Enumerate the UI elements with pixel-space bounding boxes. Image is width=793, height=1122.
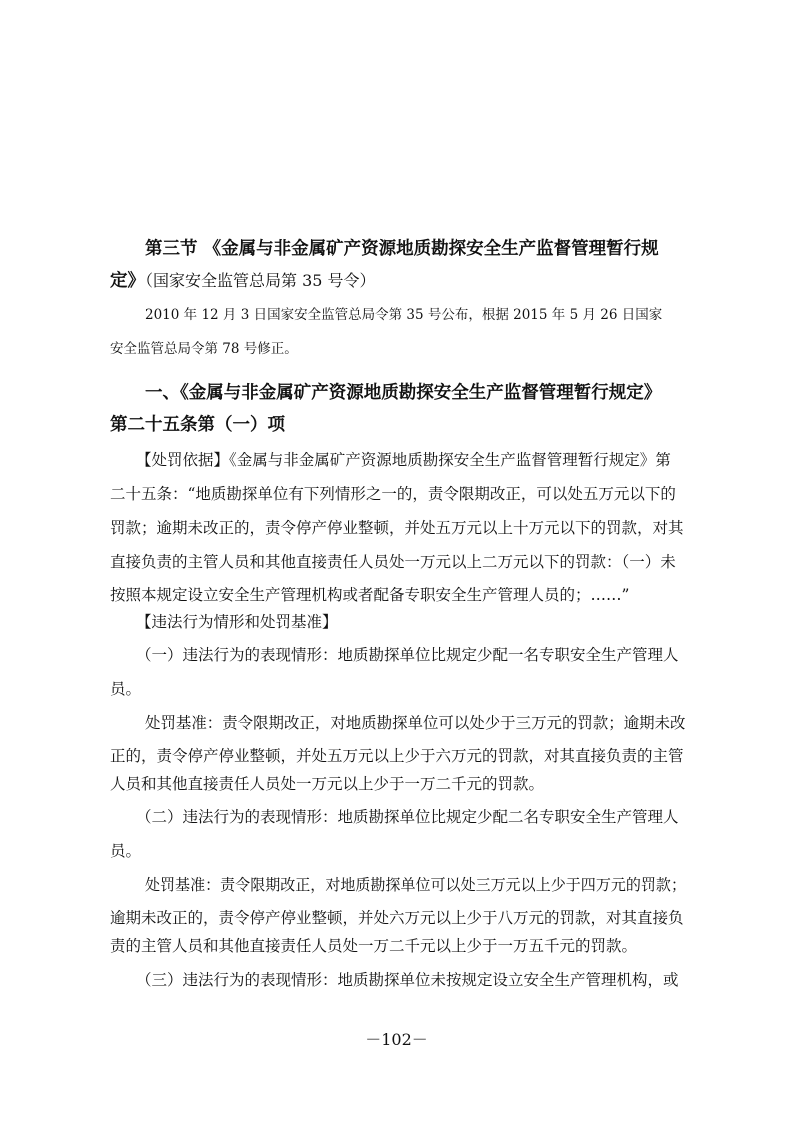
case1-penalty-line2: 正的，责令停产停业整顿，并处五万元以上少于六万元的罚款，对其直接负责的主管 — [110, 747, 684, 765]
basis-line3: 罚款；逾期未改正的，责令停产停业整顿，并处五万元以上十万元以下的罚款，对其 — [110, 519, 684, 537]
criteria-heading: 【违法行为情形和处罚基准】 — [136, 613, 338, 631]
case2-desc-line2: 员。 — [110, 842, 142, 860]
case1-desc-line1: （一）违法行为的表现情形：地质勘探单位比规定少配一名专职安全生产管理人 — [136, 646, 679, 664]
case1-penalty-line1: 处罚基准：责令限期改正，对地质勘探单位可以处少于三万元的罚款；逾期未改 — [145, 714, 686, 732]
case2-penalty-line2: 逾期未改正的，责令停产停业整顿，并处六万元以上少于八万元的罚款，对其直接负 — [110, 909, 684, 927]
case1-desc-line2: 员。 — [110, 680, 142, 698]
page-number: －102－ — [365, 1030, 428, 1049]
note-line1: 2010 年 12 月 3 日国家安全监管总局令第 35 号公布，根据 2015 年 5 月 26 日国家 — [145, 307, 663, 323]
heading-line2: 第二十五条第（一）项 — [110, 415, 285, 435]
section-subtitle: （国家安全监管总局第 35 号令） — [145, 271, 376, 290]
case2-penalty-line1: 处罚基准：责令限期改正，对地质勘探单位可以处三万元以上少于四万元的罚款； — [145, 876, 686, 894]
basis-line4: 直接负责的主管人员和其他直接责任人员处一万元以上二万元以下的罚款：（一）未 — [110, 553, 676, 571]
section-title-line1: 第三节 《金属与非金属矿产资源地质勘探安全生产监督管理暂行规 — [145, 239, 659, 259]
case2-penalty-line3: 责的主管人员和其他直接责任人员处一万二千元以上少于一万五千元的罚款。 — [110, 937, 638, 955]
case1-penalty-line3: 人员和其他直接责任人员处一万元以上少于一万二千元的罚款。 — [110, 775, 545, 793]
basis-line5: 按照本规定设立安全生产管理机构或者配备专职安全生产管理人员的；……” — [110, 586, 630, 604]
case2-desc-line1: （二）违法行为的表现情形：地质勘探单位比规定少配二名专职安全生产管理人 — [136, 808, 679, 826]
case3-desc-line1: （三）违法行为的表现情形：地质勘探单位未按规定设立安全生产管理机构，或 — [136, 971, 679, 989]
note-line2: 安全监管总局令第 78 号修正。 — [110, 341, 298, 357]
section-title-end: 定》 — [110, 271, 145, 291]
heading-line1: 一、《金属与非金属矿产资源地质勘探安全生产监督管理暂行规定》 — [145, 383, 662, 403]
section-title-line2 — [110, 270, 376, 292]
basis-line1: 【处罚依据】《金属与非金属矿产资源地质勘探安全生产监督管理暂行规定》第 — [136, 451, 671, 469]
basis-line2: 二十五条：“地质勘探单位有下列情形之一的，责令限期改正，可以处五万元以下的 — [110, 485, 676, 503]
